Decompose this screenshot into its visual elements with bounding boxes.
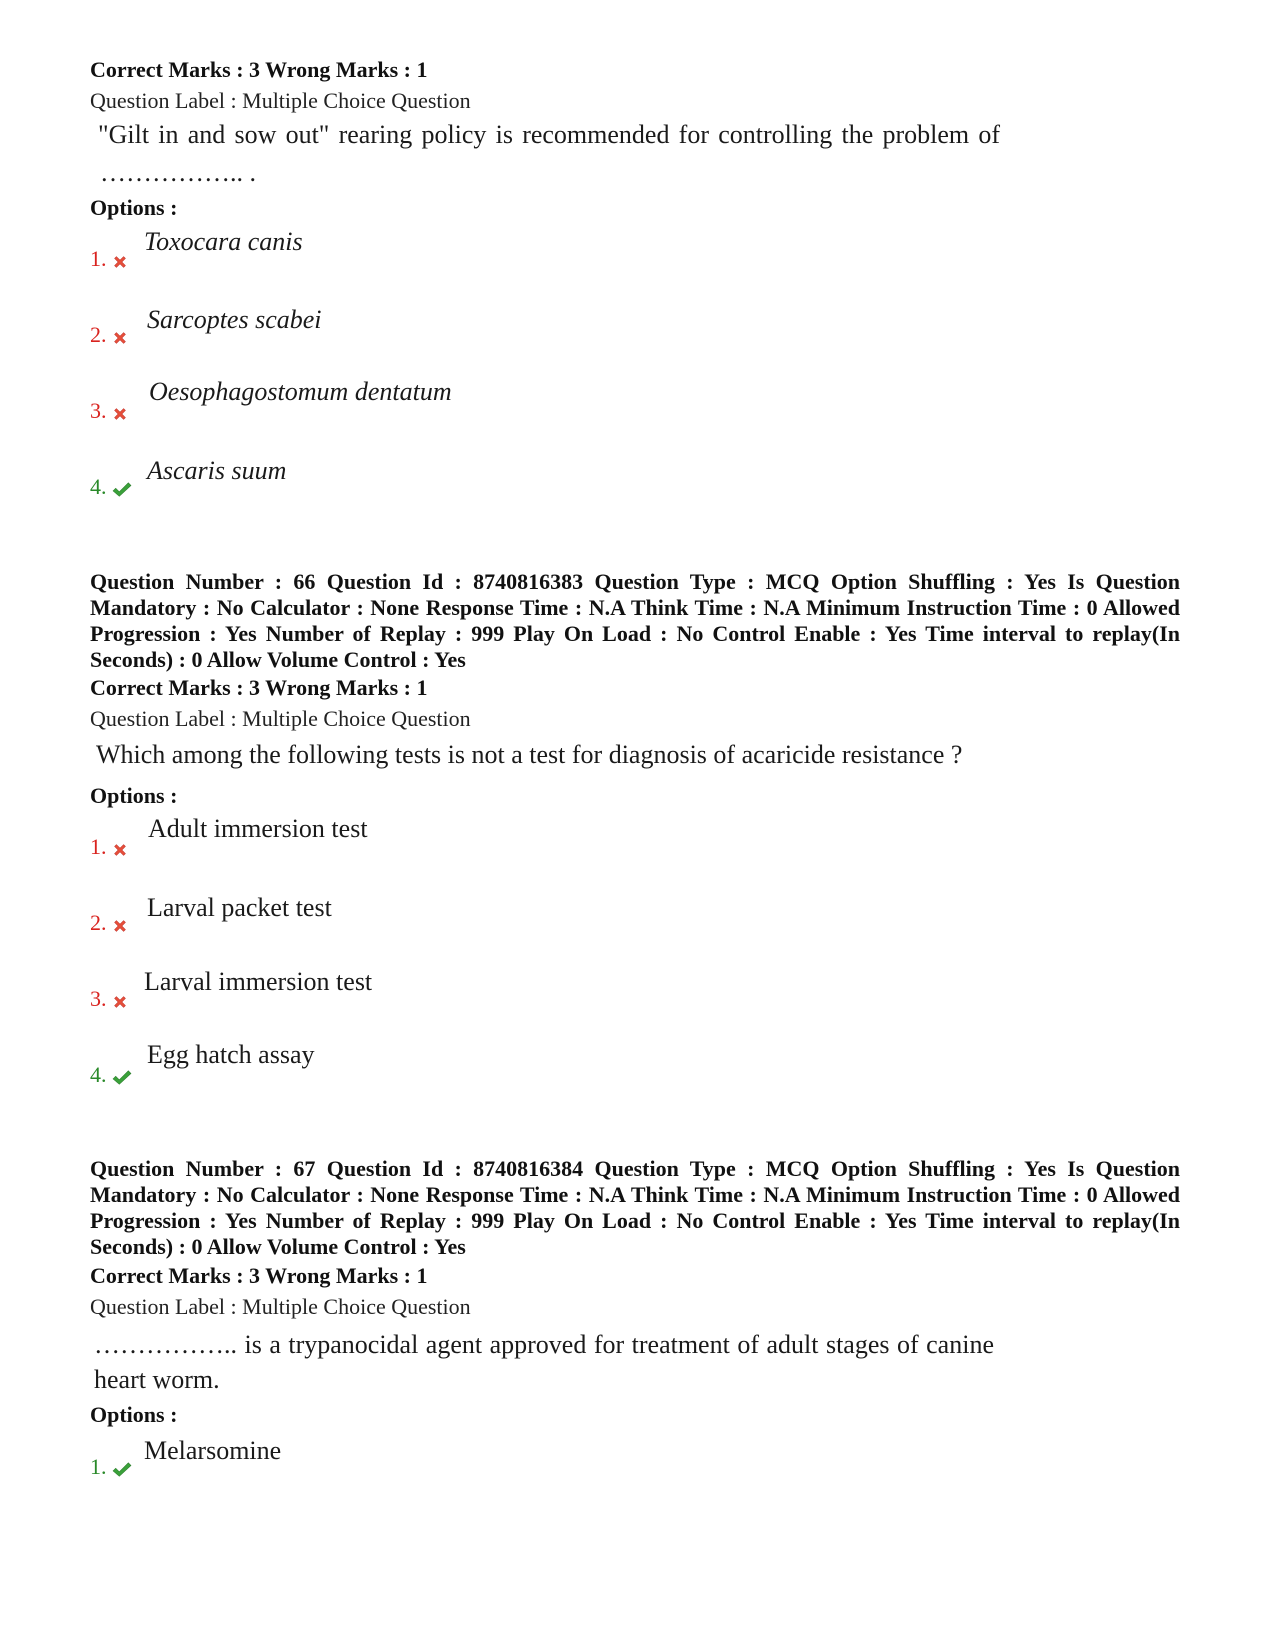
prev-question-text-line2: …………….. .	[100, 158, 256, 187]
option-number: 2.	[90, 910, 107, 935]
prev-option-2	[90, 322, 129, 348]
prev-option-3-text: Oesophagostomum dentatum	[149, 377, 452, 406]
q67-question-text-line2: heart worm.	[94, 1365, 220, 1394]
prev-option-4-text: Ascaris suum	[147, 456, 287, 485]
prev-correct-wrong-marks: Correct Marks : 3 Wrong Marks : 1	[90, 57, 428, 82]
q67-correct-wrong-marks: Correct Marks : 3 Wrong Marks : 1	[90, 1263, 428, 1288]
option-number: 4.	[90, 1062, 107, 1087]
q66-option-2	[90, 910, 129, 936]
option-number: 2.	[90, 322, 107, 347]
cross-icon	[111, 329, 129, 347]
q67-options-heading: Options :	[90, 1402, 178, 1427]
prev-option-1	[90, 246, 129, 272]
cross-icon	[111, 253, 129, 271]
q66-question-label: Question Label : Multiple Choice Question	[90, 706, 471, 731]
q66-option-4-text: Egg hatch assay	[147, 1040, 315, 1069]
prev-option-4	[90, 474, 133, 500]
q66-question-text: Which among the following tests is not a test for diagnosis of acaricide resistance ?	[96, 740, 963, 769]
q66-correct-wrong-marks: Correct Marks : 3 Wrong Marks : 1	[90, 675, 428, 700]
prev-option-3	[90, 398, 129, 424]
prev-question-label: Question Label : Multiple Choice Question	[90, 88, 471, 113]
prev-question-text-line1: "Gilt in and sow out" rearing policy is recommended for controlling the problem of	[98, 120, 1000, 149]
q66-option-3-text: Larval immersion test	[144, 967, 373, 996]
option-number: 1.	[90, 834, 107, 859]
option-number: 4.	[90, 474, 107, 499]
q66-option-2-text: Larval packet test	[147, 893, 332, 922]
q67-option-1	[90, 1454, 133, 1480]
q66-option-1-text: Adult immersion test	[148, 814, 368, 843]
check-icon	[111, 481, 133, 499]
q66-metadata: Question Number : 66 Question Id : 8740816383 Question Type : MCQ Option Shuffling : Yes Is Question Mandatory : No Calculator : None Response Time : N.A Think Time : N.A Minimum Instruction Time : 0 Allowed Progression : Yes Number of Replay : 999 Play On Load : No Control Enable : Yes Time interval to replay(In Seconds) : 0 Allow Volume Control : Yes	[90, 569, 1180, 672]
option-number: 3.	[90, 986, 107, 1011]
q66-options-heading: Options :	[90, 783, 178, 808]
cross-icon	[111, 841, 129, 859]
q67-question-label: Question Label : Multiple Choice Question	[90, 1294, 471, 1319]
q67-option-1-text: Melarsomine	[144, 1436, 282, 1465]
check-icon	[111, 1069, 133, 1087]
check-icon	[111, 1461, 133, 1479]
q67-metadata: Question Number : 67 Question Id : 8740816384 Question Type : MCQ Option Shuffling : Yes Is Question Mandatory : No Calculator : None Response Time : N.A Think Time : N.A Minimum Instruction Time : 0 Allowed Progression : Yes Number of Replay : 999 Play On Load : No Control Enable : Yes Time interval to replay(In Seconds) : 0 Allow Volume Control : Yes	[90, 1156, 1180, 1259]
q66-option-4	[90, 1062, 133, 1088]
prev-option-2-text: Sarcoptes scabei	[147, 305, 322, 334]
prev-option-1-text: Toxocara canis	[144, 227, 303, 256]
prev-options-heading: Options :	[90, 195, 178, 220]
cross-icon	[111, 993, 129, 1011]
option-number: 1.	[90, 246, 107, 271]
option-number: 1.	[90, 1454, 107, 1479]
cross-icon	[111, 405, 129, 423]
cross-icon	[111, 917, 129, 935]
option-number: 3.	[90, 398, 107, 423]
q66-option-1	[90, 834, 129, 860]
q66-option-3	[90, 986, 129, 1012]
q67-question-text-line1: …………….. is a trypanocidal agent approved for treatment of adult stages of canine	[94, 1330, 994, 1359]
